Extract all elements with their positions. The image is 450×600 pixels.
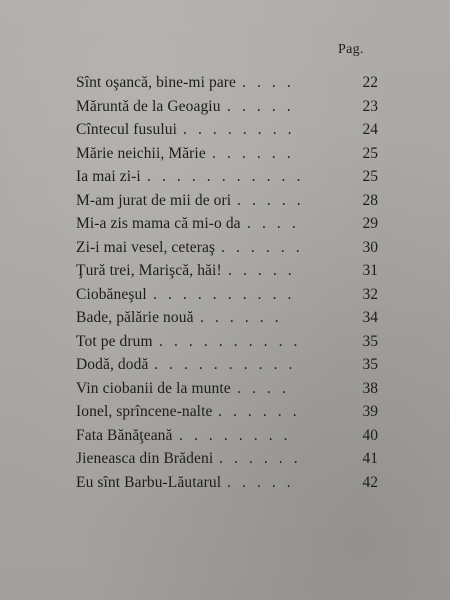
- toc-entry: [76, 165, 380, 189]
- toc-entry-leader: . . . . . .: [219, 450, 302, 467]
- toc-entry-title: Jieneasca din Brădeni: [76, 450, 214, 467]
- toc-entry-leader: . . . . . . . . . .: [153, 285, 296, 303]
- toc-entry: [76, 142, 380, 166]
- toc-entry-leader: . . . . . . . . . .: [159, 332, 302, 350]
- toc-entry: [76, 189, 380, 213]
- toc-entry-title: Zi-i mai vesel, ceteraş: [76, 238, 216, 256]
- toc-entry-title: Dodă, dodă: [76, 356, 149, 373]
- toc-entry-title: Ia mai zi-i: [76, 168, 141, 185]
- toc-entry-leader: . . . . . .: [200, 309, 283, 326]
- toc-entry-title: Bade, pălărie nouă: [76, 309, 194, 326]
- toc-entry-title: Ciobăneşul: [76, 285, 147, 303]
- toc-entry-leader: . . . . . .: [221, 238, 304, 256]
- toc-entry-leader: . . . .: [247, 215, 300, 232]
- table-of-contents: [76, 71, 380, 494]
- toc-entry-leader: . . . . . . . . . .: [154, 356, 297, 373]
- toc-entry-title: Sînt oşancă, bine-mi pare: [76, 74, 237, 91]
- toc-entry-page-number: 29: [362, 215, 378, 232]
- toc-entry: [76, 447, 380, 471]
- toc-entry-title: Mărie neichii, Mărie: [76, 144, 206, 162]
- toc-entry-page-number: 42: [362, 473, 378, 491]
- toc-entry-page-number: 30: [362, 238, 378, 256]
- toc-entry: [76, 283, 380, 307]
- toc-entry-title: Tot pe drum: [76, 332, 153, 350]
- toc-entry: [76, 71, 380, 95]
- toc-entry: [76, 259, 380, 283]
- toc-entry-leader: . . . .: [242, 74, 295, 91]
- toc-entry-page-number: 22: [362, 74, 378, 91]
- toc-entry-title: Mi-a zis mama că mi-o da: [76, 215, 241, 232]
- toc-entry-title: Măruntă de la Geoagiu: [76, 97, 221, 115]
- toc-entry-leader: . . . . .: [237, 191, 305, 209]
- toc-entry-leader: . . . . . . . . . . .: [147, 168, 304, 185]
- toc-entry-leader: . . . . . .: [212, 144, 295, 162]
- page-column-label: Pag.: [338, 42, 364, 57]
- toc-entry-title: Cîntecul fusului: [76, 121, 178, 138]
- toc-entry: [76, 306, 380, 330]
- toc-entry: [76, 118, 380, 142]
- toc-entry-page-number: 35: [362, 332, 378, 350]
- toc-entry: [76, 471, 380, 495]
- toc-entry-page-number: 23: [362, 97, 378, 115]
- toc-entry-title: Fata Bănăţeană: [76, 426, 173, 444]
- toc-entry-title: Ţură trei, Marişcă, hăi!: [76, 262, 222, 279]
- toc-entry-leader: . . . . . . . .: [183, 121, 296, 138]
- toc-entry: [76, 330, 380, 354]
- toc-entry: [76, 212, 380, 236]
- toc-entry: [76, 377, 380, 401]
- toc-entry: [76, 353, 380, 377]
- toc-entry: [76, 424, 380, 448]
- toc-entry-page-number: 38: [362, 379, 378, 397]
- toc-entry-page-number: 24: [362, 121, 378, 138]
- toc-entry-leader: . . . . . .: [218, 403, 301, 420]
- toc-entry-title: M-am jurat de mii de ori: [76, 191, 232, 209]
- toc-entry-title: Vin ciobanii de la munte: [76, 379, 231, 397]
- toc-entry: [76, 400, 380, 424]
- toc-entry-leader: . . . . .: [227, 473, 295, 491]
- toc-entry-title: Ionel, sprîncene-nalte: [76, 403, 213, 420]
- toc-entry: [76, 95, 380, 119]
- toc-entry-page-number: 31: [362, 262, 378, 279]
- toc-entry-page-number: 25: [362, 144, 378, 162]
- toc-entry-page-number: 34: [362, 309, 378, 326]
- toc-entry-page-number: 39: [362, 403, 378, 420]
- toc-entry-page-number: 28: [362, 191, 378, 209]
- toc-entry: [76, 236, 380, 260]
- toc-entry-page-number: 41: [362, 450, 378, 467]
- toc-entry-page-number: 32: [362, 285, 378, 303]
- toc-entry-leader: . . . . .: [227, 97, 295, 115]
- toc-entry-leader: . . . . .: [228, 262, 296, 279]
- toc-entry-leader: . . . .: [237, 379, 290, 397]
- toc-entry-page-number: 25: [362, 168, 378, 185]
- toc-entry-leader: . . . . . . . .: [179, 426, 292, 444]
- toc-entry-title: Eu sînt Barbu-Lăutarul: [76, 473, 222, 491]
- toc-entry-page-number: 35: [362, 356, 378, 373]
- toc-entry-page-number: 40: [362, 426, 378, 444]
